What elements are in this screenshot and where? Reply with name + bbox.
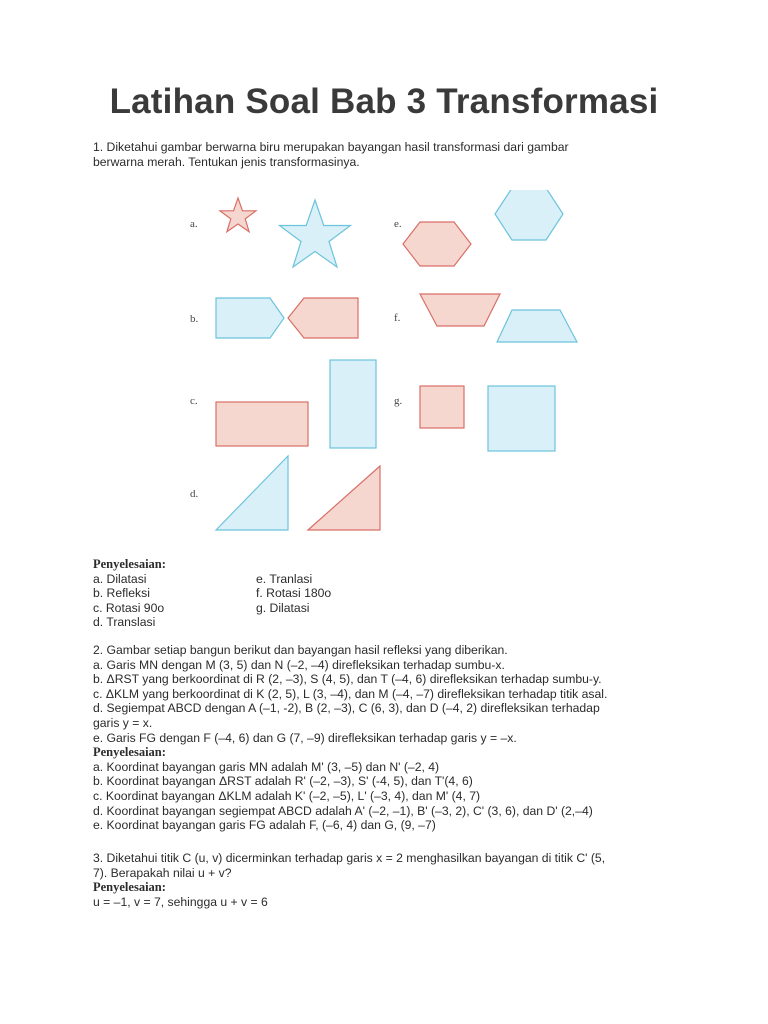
answer-2e: e. Koordinat bayangan garis FG adalah F, (–6, 4) dan G, (9, –7) [93, 818, 436, 833]
question-1-line-2: berwarna merah. Tentukan jenis transformasinya. [93, 154, 360, 169]
pentagon-arrow-blue [216, 298, 284, 338]
question-2-line: a. Garis MN dengan M (3, 5) dan N (–2, –4) direfleksikan terhadap sumbu-x. [93, 657, 505, 672]
question-2-line: 2. Gambar setiap bangun berikut dan bayangan hasil refleksi yang diberikan. [93, 643, 508, 657]
trapezoid-red [420, 294, 500, 326]
question-2-line: c. ΔKLM yang berkoordinat di K (2, 5), L (3, –4), dan M (–4, –7) direfleksikan terhadap titik asal. [93, 686, 608, 701]
question-3 [93, 851, 683, 909]
rectangle-blue [330, 360, 376, 448]
answer-1f: f. Rotasi 180o [256, 586, 332, 601]
triangle-blue [216, 456, 288, 530]
answer-1c: c. Rotasi 90o [93, 600, 165, 615]
solution-heading-1: Penyelesaian: [93, 557, 166, 571]
square-small-red [420, 386, 464, 428]
rectangle-red [216, 402, 308, 446]
answer-2d: d. Koordinat bayangan segiempat ABCD adalah A' (–2, –1), B' (–3, 2), C' (3, 6), dan D' (2,–4) [93, 803, 593, 818]
star-large-blue [280, 200, 351, 267]
answer-1d: d. Translasi [93, 615, 156, 630]
hexagon-red [403, 222, 471, 266]
trapezoid-blue [497, 310, 577, 342]
answer-1g: g. Dilatasi [256, 600, 310, 615]
pentagon-arrow-red [288, 298, 358, 338]
question-1-line-1: 1. Diketahui gambar berwarna biru merupakan bayangan hasil transformasi dari gambar [93, 140, 569, 154]
transformation-figure [180, 190, 600, 540]
figure-label-c: c. [190, 395, 198, 407]
triangle-red [308, 466, 380, 530]
question-2 [93, 643, 683, 833]
question-1-solution [93, 557, 683, 630]
figure-label-b: b. [190, 313, 199, 325]
figure-label-e: e. [394, 218, 402, 230]
answer-2a: a. Koordinat bayangan garis MN adalah M' (3, –5) dan N' (–2, 4) [93, 759, 440, 774]
figure-label-a: a. [190, 218, 198, 230]
answer-1b: b. Refleksi [93, 586, 150, 601]
page-title: Latihan Soal Bab 3 Transformasi [109, 82, 659, 121]
figure-label-f: f. [394, 312, 401, 324]
question-3-line-2: 7). Berapakah nilai u + v? [93, 865, 232, 880]
figure-label-d: d. [190, 488, 199, 500]
hexagon-blue [495, 190, 563, 240]
answer-2c: c. Koordinat bayangan ΔKLM adalah K' (–2, –5), L' (–3, 4), dan M' (4, 7) [93, 788, 481, 803]
solution-heading-3: Penyelesaian: [93, 880, 166, 895]
solution-heading-2: Penyelesaian: [93, 745, 166, 760]
answer-3: u = –1, v = 7, sehingga u + v = 6 [93, 894, 268, 909]
question-2-line: b. ΔRST yang berkoordinat di R (2, –3), S (4, 5), dan T (–4, 6) direfleksikan terhadap sumbu-y. [93, 672, 602, 687]
figure-label-g: g. [394, 395, 403, 407]
question-2-line: d. Segiempat ABCD dengan A (–1, -2), B (2, –3), C (6, 3), dan D (–4, 2) direfleksikan terhadap [93, 701, 600, 716]
question-2-line: garis y = x. [93, 715, 153, 730]
question-2-line: e. Garis FG dengan F (–4, 6) dan G (7, –9) direfleksikan terhadap garis y = –x. [93, 730, 517, 745]
answer-1a: a. Dilatasi [93, 571, 147, 586]
answer-2b: b. Koordinat bayangan ΔRST adalah R' (–2, –3), S' (-4, 5), dan T'(4, 6) [93, 774, 473, 789]
question-3-line-1: 3. Diketahui titik C (u, v) dicerminkan terhadap garis x = 2 menghasilkan bayangan di titik C' (5, [93, 851, 606, 865]
square-large-blue [488, 386, 555, 451]
question-1 [93, 140, 683, 169]
star-small-red [220, 198, 256, 232]
answer-1e: e. Tranlasi [256, 571, 313, 586]
